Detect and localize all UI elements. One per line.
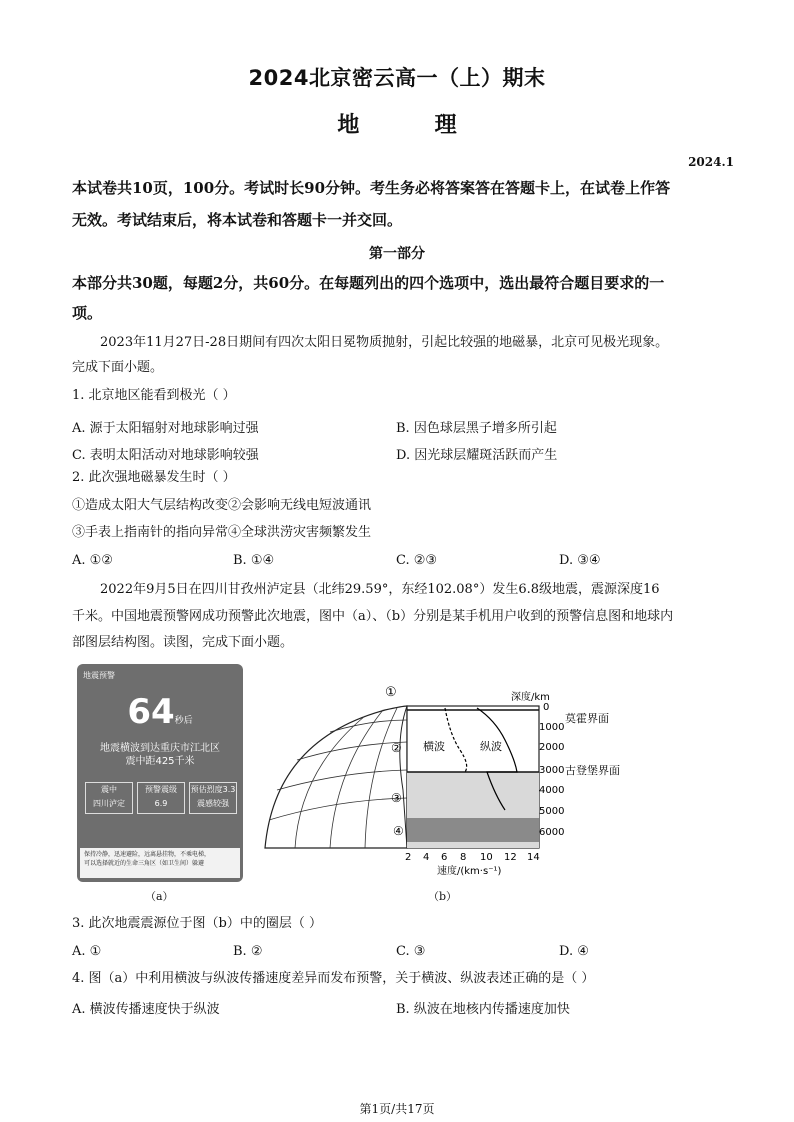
depth-tick-2000: 2000 — [539, 742, 565, 753]
speed-tick-6: 6 — [441, 852, 448, 863]
q2-option-a: A. ①② — [72, 553, 113, 568]
q1-option-d: D. 因光球层耀斑活跃而产生 — [396, 448, 558, 463]
q3-option-c: C. ③ — [396, 944, 426, 959]
depth-tick-1000: 1000 — [539, 722, 565, 733]
intensity-cell — [189, 782, 237, 814]
subject-heading — [0, 108, 794, 139]
q2-stem: 2. 此次强地磁暴发生时（ ） — [72, 470, 236, 485]
q1-option-a: A. 源于太阳辐射对地球影响过强 — [72, 421, 259, 436]
q2-statements-1: ①造成太阳大气层结构改变②会影响无线电短波通讯 — [72, 498, 372, 513]
countdown-seconds: 64 — [127, 692, 175, 732]
countdown — [77, 692, 243, 732]
q1-option-b: B. 因色球层黑子增多所引起 — [396, 421, 557, 436]
depth-ticks — [539, 702, 564, 838]
layer-marker-2: ② — [391, 741, 402, 755]
safety-tip-line-1: 保持冷静，迅速避险，远离悬挂物，不乘电梯， — [84, 851, 211, 858]
magnitude-label: 预警震级 — [145, 785, 177, 794]
layer-marker-4: ④ — [393, 824, 404, 838]
q2-statements-2: ③手表上指南针的指向异常④全球洪涝灾害频繁发生 — [72, 525, 372, 540]
countdown-unit: 秒后 — [174, 716, 193, 726]
caption-a: （a） — [145, 890, 174, 903]
q2-option-c: C. ②③ — [396, 553, 438, 568]
earthquake-warning-screenshot — [77, 664, 243, 882]
page-footer: 第1页/共17页 — [359, 1102, 435, 1116]
inner-core-region — [407, 818, 539, 842]
p-wave-label: 纵波 — [480, 740, 502, 753]
intro-line-1: 本试卷共10页，100分。考试时长90分钟。考生务必将答案答在答题卡上，在试卷上作答 — [72, 179, 671, 197]
layer-marker-3: ③ — [391, 791, 402, 805]
safety-tip-line-2: 可以选择就近的生命三角区（如卫生间）躲避 — [84, 860, 205, 867]
earth-interior-diagram — [255, 680, 635, 880]
speed-tick-8: 8 — [460, 852, 467, 863]
intensity-label: 预估烈度3.3 — [190, 785, 236, 794]
q1-option-c: C. 表明太阳活动对地球影响较强 — [72, 448, 259, 463]
warning-message — [77, 742, 243, 768]
q4-stem: 4. 图（a）中利用横波与纵波传播速度差异而发布预警，关于横波、纵波表述正确的是（ ） — [72, 971, 595, 986]
q2-option-b: B. ①④ — [233, 553, 275, 568]
depth-axis-label: 深度/km — [511, 692, 550, 703]
speed-tick-4: 4 — [423, 852, 430, 863]
part-desc-1: 本部分共30题，每题2分，共60分。在每题列出的四个选项中，选出最符合题目要求的一 — [72, 274, 665, 292]
epicenter-label: 震中 — [101, 785, 117, 794]
layer-marker-1: ① — [385, 685, 397, 700]
exam-date: 2024.1 — [688, 155, 734, 169]
magnitude-cell — [137, 782, 185, 814]
q2-option-d: D. ③④ — [559, 553, 601, 568]
page-title: 2024北京密云高一（上）期末 — [248, 66, 546, 90]
material-2-line-1: 2022年9月5日在四川甘孜州泸定县（北纬29.59°，东经102.08°）发生6.8级地震，震源深度16 — [100, 582, 660, 597]
material-2-line-2: 千米。中国地震预警网成功预警此次地震，图中（a）、（b）分别是某手机用户收到的预警信息图和地球内 — [72, 609, 674, 624]
depth-tick-5000: 5000 — [539, 806, 565, 817]
q3-option-d: D. ④ — [559, 944, 589, 959]
q3-stem: 3. 此次地震震源位于图（b）中的圈层（ ） — [72, 916, 322, 931]
intensity-value: 震感较强 — [197, 799, 229, 808]
speed-tick-14: 14 — [527, 852, 540, 863]
part-desc-2: 项。 — [72, 304, 103, 322]
s-wave-label: 横波 — [423, 740, 445, 753]
subject-char-1: 地 — [337, 113, 360, 138]
part-title: 第一部分 — [369, 246, 425, 262]
speed-tick-10: 10 — [480, 852, 493, 863]
q4-option-a: A. 横波传播速度快于纵波 — [72, 1002, 220, 1017]
speed-tick-2: 2 — [405, 852, 412, 863]
depth-tick-6000: 6000 — [539, 827, 565, 838]
material-1-line-1: 2023年11月27日-28日期间有四次太阳日冕物质抛射，引起比较强的地磁暴，北京可见极光现象。 — [100, 335, 669, 350]
safety-tip — [80, 848, 240, 878]
caption-b: （b） — [428, 890, 458, 903]
material-2-line-3: 部图层结构图。读图，完成下面小题。 — [72, 635, 294, 650]
speed-tick-12: 12 — [504, 852, 517, 863]
speed-ticks — [405, 852, 540, 863]
q3-option-a: A. ① — [72, 944, 102, 959]
subject-char-2: 理 — [434, 113, 457, 138]
warning-message-line-2: 震中距425千米 — [125, 756, 195, 767]
depth-tick-4000: 4000 — [539, 785, 565, 796]
depth-tick-3000: 3000 — [539, 765, 565, 776]
warning-message-line-1: 地震横波到达重庆市江北区 — [100, 743, 220, 754]
warning-header: 地震预警 — [83, 671, 115, 680]
speed-axis-label: 速度/(km·s⁻¹) — [437, 866, 502, 877]
epicenter-cell — [85, 782, 133, 814]
material-1-line-2: 完成下面小题。 — [72, 360, 164, 375]
q4-option-b: B. 纵波在地核内传播速度加快 — [396, 1002, 570, 1017]
moho-label: 莫霍界面 — [565, 712, 609, 725]
magnitude-value: 6.9 — [154, 799, 168, 808]
depth-tick-0: 0 — [543, 702, 550, 713]
gutenberg-label: 古登堡界面 — [565, 764, 620, 777]
q3-option-b: B. ② — [233, 944, 263, 959]
intro-line-2: 无效。考试结束后，将本试卷和答题卡一并交回。 — [72, 211, 403, 229]
epicenter-value: 四川泸定 — [93, 799, 125, 808]
q1-stem: 1. 北京地区能看到极光（ ） — [72, 388, 236, 403]
